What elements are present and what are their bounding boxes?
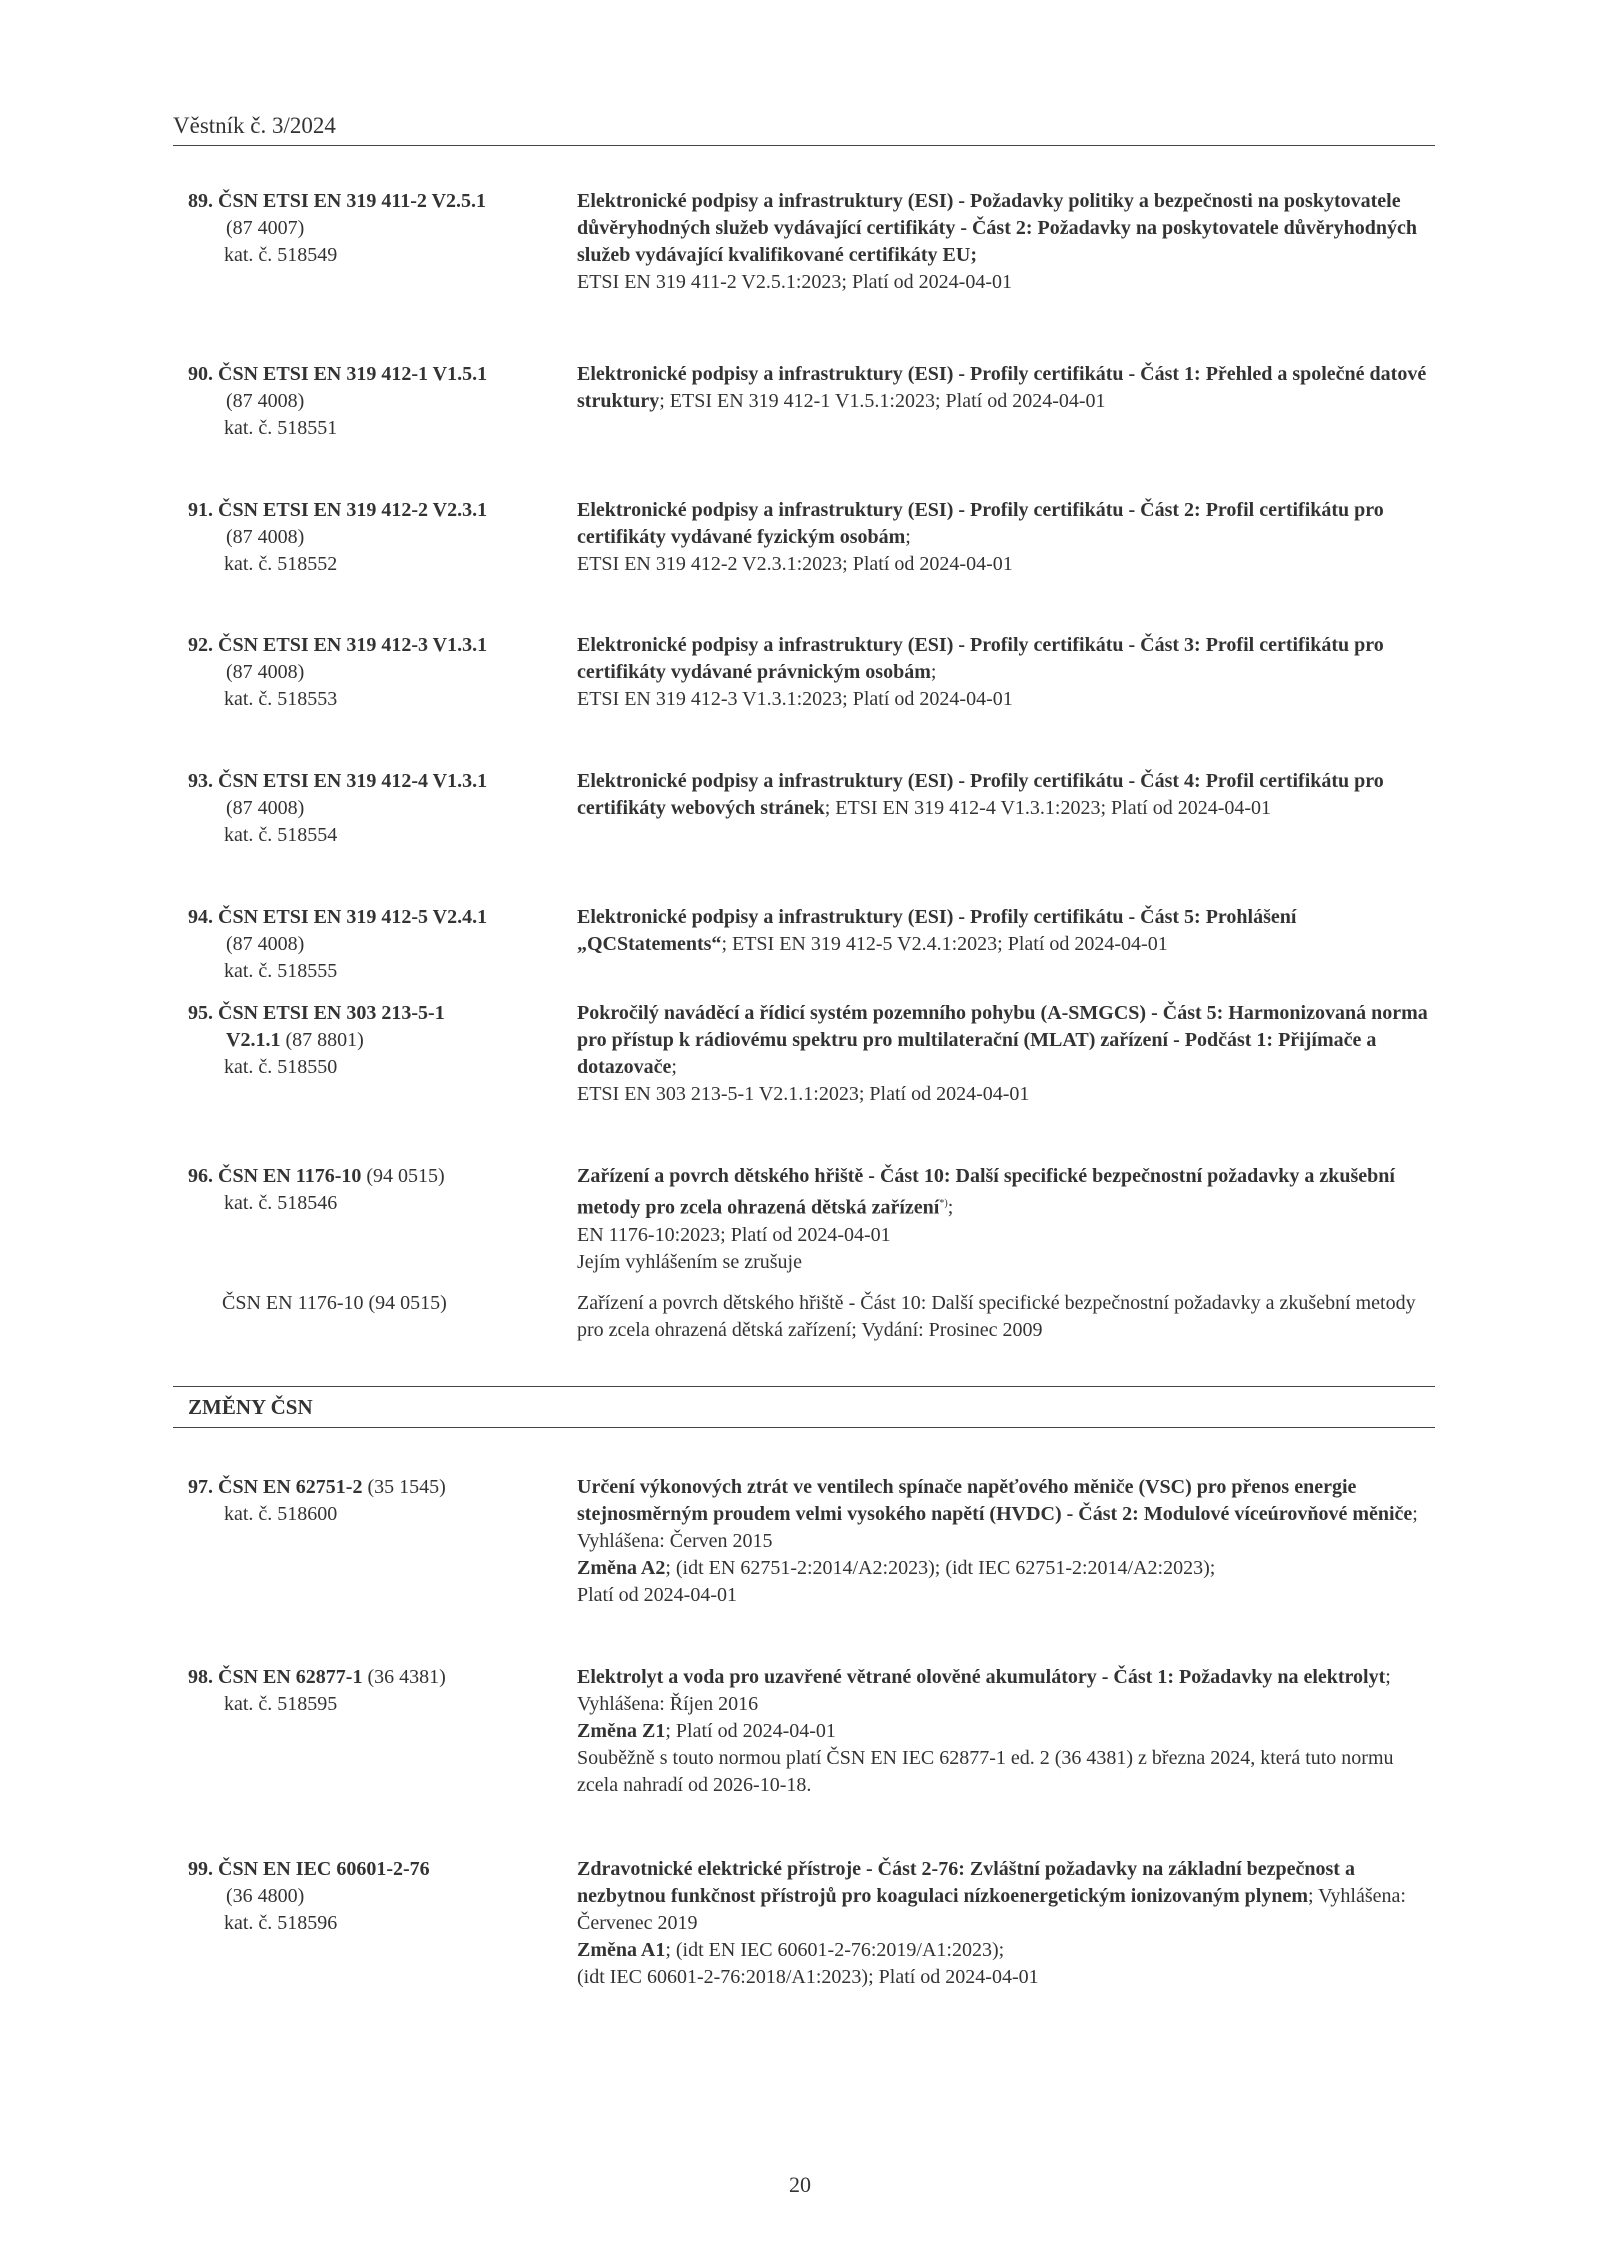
catalog-number: kat. č. 518550	[224, 1056, 338, 1078]
entry-id: 93. ČSN ETSI EN 319 412-4 V1.3.1 (87 4008) kat. č. 518554	[188, 768, 578, 849]
issued-date: ; Vyhlášena: Říjen 2016	[577, 1666, 1391, 1715]
entry-id: 92. ČSN ETSI EN 319 412-3 V1.3.1 (87 4008) kat. č. 518553	[188, 632, 578, 713]
standard-code: ČSN ETSI EN 319 412-1 V1.5.1	[218, 363, 488, 385]
classification: (36 4381)	[367, 1666, 446, 1688]
cancel-note: Jejím vyhlášením se zrušuje	[577, 1250, 802, 1273]
section-title: ZMĚNY ČSN	[188, 1395, 313, 1419]
entry-description	[577, 188, 1432, 296]
entry-description	[577, 1856, 1432, 1991]
standard-code: ČSN ETSI EN 319 412-5 V2.4.1	[218, 906, 488, 928]
replaced-code: ČSN EN 1176-10 (94 0515)	[222, 1292, 447, 1314]
standard-title: Elektronické podpisy a infrastruktury (ESI) - Profily certifikátu - Část 1: Přehled a společné datové struktury	[577, 363, 1427, 412]
catalog-number: kat. č. 518555	[224, 960, 338, 982]
entry-description: Elektronické podpisy a infrastruktury (ESI) - Profily certifikátu - Část 3: Profil certifikátu pro certifikáty vydávané právnickým osobám; ETSI EN 319 412-3 V1.3.1:2023; Platí od 2024-04-01	[577, 632, 1432, 713]
catalog-number: kat. č. 518552	[224, 553, 338, 575]
footnote-mark: *)	[939, 1198, 948, 1209]
change-text: ; (idt EN IEC 60601-2-76:2019/A1:2023);	[665, 1939, 1005, 1961]
standard-code: ČSN EN 1176-10	[218, 1165, 362, 1187]
replaced-title: Zařízení a povrch dětského hřiště - Část 10: Další specifické bezpečnostní požadavky a zkušební metody pro zcela ohrazená dětská zařízení; Vydání: Prosinec 2009	[577, 1292, 1416, 1341]
classification: (87 4007)	[226, 217, 305, 239]
entry-description: Elektronické podpisy a infrastruktury (ESI) - Profily certifikátu - Část 2: Profil certifikátu pro certifikáty vydávané fyzickým osobám; ETSI EN 319 412-2 V2.3.1:2023; Platí od 2024-04-01	[577, 497, 1432, 578]
change-label: Změna A1	[577, 1939, 666, 1961]
classification: (87 4008)	[226, 661, 305, 683]
standard-code: ČSN EN 62877-1	[218, 1666, 363, 1688]
standard-title: Elektrolyt a voda pro uzavřené větrané olověné akumulátory - Část 1: Požadavky na elektrolyt	[577, 1666, 1386, 1688]
entry-description: Pokročilý naváděcí a řídicí systém pozemního pohybu (A-SMGCS) - Část 5: Harmonizovaná norma pro přístup k rádiovému spektru pro multilaterační (MLAT) zařízení - Podčást 1: Přijímače a dotazovače; ETSI EN 303 213-5-1 V2.1.1:2023; Platí od 2024-04-01	[577, 1000, 1432, 1108]
catalog-number: kat. č. 518554	[224, 824, 338, 846]
standard-version: V2.1.1	[226, 1029, 281, 1051]
catalog-number: kat. č. 518551	[224, 417, 338, 439]
entry-id: 90. ČSN ETSI EN 319 412-1 V1.5.1 (87 4008) kat. č. 518551	[188, 361, 578, 442]
standard-reference: ETSI EN 319 412-3 V1.3.1:2023; Platí od 2024-04-01	[577, 688, 1013, 710]
standard-code: ČSN ETSI EN 303 213-5-1	[218, 1002, 445, 1024]
entry-id: 96. ČSN EN 1176-10 (94 0515) kat. č. 518546	[188, 1163, 578, 1217]
catalog-number: kat. č. 518596	[224, 1912, 338, 1934]
entry-id: 97. ČSN EN 62751-2 (35 1545) kat. č. 518600	[188, 1474, 578, 1528]
standard-code: ČSN ETSI EN 319 412-4 V1.3.1	[218, 770, 488, 792]
standard-title: Elektronické podpisy a infrastruktury (ESI) - Profily certifikátu - Část 2: Profil certifikátu pro certifikáty vydávané fyzickým osobám	[577, 499, 1384, 548]
entry-description	[577, 1474, 1432, 1609]
entry-description	[577, 768, 1432, 822]
standard-reference: ETSI EN 319 411-2 V2.5.1:2023; Platí od 2024-04-01	[577, 271, 1012, 293]
standard-code: ČSN EN IEC 60601-2-76	[218, 1858, 430, 1880]
change-text: ; Platí od 2024-04-01	[665, 1720, 836, 1742]
standard-code: ČSN ETSI EN 319 411-2 V2.5.1	[218, 190, 487, 212]
standard-code: ČSN ETSI EN 319 412-3 V1.3.1	[218, 634, 488, 656]
standard-reference: ETSI EN 319 412-2 V2.3.1:2023; Platí od 2024-04-01	[577, 553, 1013, 575]
catalog-number: kat. č. 518595	[224, 1693, 338, 1715]
standard-code: ČSN ETSI EN 319 412-2 V2.3.1	[218, 499, 488, 521]
valid-from: (idt IEC 60601-2-76:2018/A1:2023); Platí od 2024-04-01	[577, 1966, 1039, 1988]
entry-id: 99. ČSN EN IEC 60601-2-76 (36 4800) kat. č. 518596	[188, 1856, 578, 1937]
standard-title: Pokročilý naváděcí a řídicí systém pozemního pohybu (A-SMGCS) - Část 5: Harmonizovaná norma pro přístup k rádiovému spektru pro multilaterační (MLAT) zařízení - Podčást 1: Přijímače a dotazovače	[577, 1002, 1428, 1078]
issued-date: ; Vyhlášena: Červenec 2019	[577, 1885, 1406, 1934]
standard-reference: EN 1176-10:2023; Platí od 2024-04-01	[577, 1223, 891, 1246]
issued-date: ; Vyhlášena: Červen 2015	[577, 1503, 1418, 1552]
standard-title: Zdravotnické elektrické přístroje - Část 2-76: Zvláštní požadavky na základní bezpečnost a nezbytnou funkčnost přístrojů pro koagulaci nízkoenergetickým ionizovaným plynem	[577, 1858, 1355, 1907]
standard-reference: ; ETSI EN 319 412-1 V1.5.1:2023; Platí od 2024-04-01	[659, 390, 1106, 412]
page-number: 20	[789, 2172, 811, 2197]
entry-description	[577, 904, 1432, 958]
classification: (87 4008)	[226, 390, 305, 412]
entry-id: 94. ČSN ETSI EN 319 412-5 V2.4.1 (87 4008) kat. č. 518555	[188, 904, 578, 985]
standard-title: Elektronické podpisy a infrastruktury (ESI) - Profily certifikátu - Část 5: Prohlášení „QCStatements“	[577, 906, 1297, 955]
change-label: Změna Z1	[577, 1720, 666, 1742]
journal-title: Věstník č. 3/2024	[173, 113, 336, 138]
standard-reference: ; ETSI EN 319 412-4 V1.3.1:2023; Platí od 2024-04-01	[824, 797, 1272, 819]
standard-code: ČSN EN 62751-2	[218, 1476, 363, 1498]
classification: (94 0515)	[366, 1165, 445, 1187]
entry-description: Zařízení a povrch dětského hřiště - Část 10: Další specifické bezpečnostní požadavky a zkušební metody pro zcela ohrazená dětská zařízení*); EN 1176-10:2023; Platí od 2024-04-01 Jejím vyhlášením se zrušuje	[577, 1163, 1432, 1276]
valid-from: Platí od 2024-04-01	[577, 1584, 737, 1606]
standard-reference: ETSI EN 303 213-5-1 V2.1.1:2023; Platí od 2024-04-01	[577, 1083, 1030, 1105]
standard-reference: ; ETSI EN 319 412-5 V2.4.1:2023; Platí od 2024-04-01	[721, 933, 1168, 955]
change-text: ; (idt EN 62751-2:2014/A2:2023); (idt IEC 62751-2:2014/A2:2023);	[665, 1557, 1216, 1579]
section-header	[173, 1386, 1435, 1428]
standard-title: Elektronické podpisy a infrastruktury (ESI) - Profily certifikátu - Část 3: Profil certifikátu pro certifikáty vydávané právnickým osobám	[577, 634, 1384, 683]
catalog-number: kat. č. 518549	[224, 244, 338, 266]
classification: (87 8801)	[285, 1029, 364, 1051]
catalog-number: kat. č. 518600	[224, 1503, 338, 1525]
concurrent-note: Souběžně s touto normou platí ČSN EN IEC 62877-1 ed. 2 (36 4381) z března 2024, která tuto normu zcela nahradí od 2026-10-18.	[577, 1747, 1394, 1796]
entry-description	[577, 361, 1432, 415]
change-label: Změna A2	[577, 1557, 666, 1579]
catalog-number: kat. č. 518553	[224, 688, 338, 710]
entry-description	[577, 1664, 1432, 1799]
standard-title: Elektronické podpisy a infrastruktury (ESI) - Profily certifikátu - Část 4: Profil certifikátu pro certifikáty webových stránek	[577, 770, 1384, 819]
classification: (36 4800)	[226, 1885, 305, 1907]
catalog-number: kat. č. 518546	[224, 1192, 338, 1214]
standard-title: Zařízení a povrch dětského hřiště - Část 10: Další specifické bezpečnostní požadavky a zkušební metody pro zcela ohrazená dětská zařízení	[577, 1165, 1395, 1219]
classification: (87 4008)	[226, 797, 305, 819]
entry-id: 95. ČSN ETSI EN 303 213-5-1 V2.1.1 (87 8801) kat. č. 518550	[188, 1000, 578, 1081]
classification: (35 1545)	[367, 1476, 446, 1498]
standard-title: Elektronické podpisy a infrastruktury (ESI) - Požadavky politiky a bezpečnosti na poskytovatele důvěryhodných služeb vydávající certifikáty - Část 2: Požadavky na poskytovatele důvěryhodných služeb vydávající kvalifikované certifikáty EU;	[577, 190, 1418, 266]
classification: (87 4008)	[226, 526, 305, 548]
page-header	[173, 113, 1435, 146]
entry-id: 89. ČSN ETSI EN 319 411-2 V2.5.1 (87 4007) kat. č. 518549	[188, 188, 578, 269]
entry-id: 91. ČSN ETSI EN 319 412-2 V2.3.1 (87 4008) kat. č. 518552	[188, 497, 578, 578]
entry-id: 98. ČSN EN 62877-1 (36 4381) kat. č. 518595	[188, 1664, 578, 1718]
standard-title: Určení výkonových ztrát ve ventilech spínače napěťového měniče (VSC) pro přenos energie stejnosměrným proudem velmi vysokého napětí (HVDC) - Část 2: Modulové víceúrovňové měniče	[577, 1476, 1413, 1525]
classification: (87 4008)	[226, 933, 305, 955]
